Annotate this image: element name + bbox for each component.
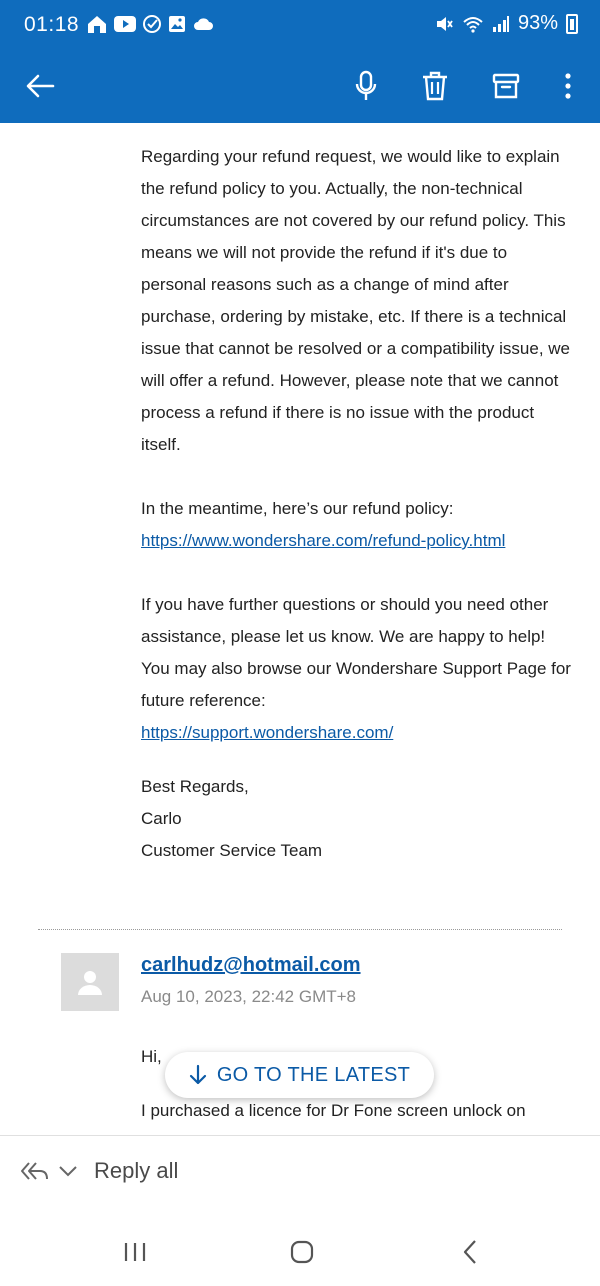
system-nav-bar [0,1232,600,1272]
home-button[interactable] [282,1236,322,1268]
signer-name: Carlo [141,809,182,828]
recent-apps-button[interactable] [115,1236,155,1268]
signature [141,771,571,867]
status-bar [0,0,600,52]
person-icon [75,967,105,997]
home-icon [289,1239,315,1265]
bottom-bar [0,1135,600,1286]
voice-button[interactable] [342,62,390,110]
signal-icon [492,15,510,33]
more-options-button[interactable] [544,62,592,110]
gallery-icon [167,14,187,34]
more-vertical-icon [564,73,572,99]
message-toolbar [0,52,600,123]
reply-all-label: Reply all [94,1158,179,1183]
delete-button[interactable] [411,62,459,110]
go-to-latest-button[interactable] [165,1052,434,1098]
message-body [141,141,571,867]
message-divider [38,929,562,930]
cloud-icon [192,16,214,32]
microphone-icon [353,70,379,102]
check-circle-icon [142,14,162,34]
policy-paragraph [141,493,571,557]
archive-button[interactable] [482,62,530,110]
reply-all-button[interactable] [20,1158,178,1184]
back-arrow-icon [25,73,55,99]
wifi-icon [462,14,484,34]
back-button[interactable] [16,62,64,110]
refund-policy-link[interactable]: https://www.wondershare.com/refund-policy.html [141,531,506,550]
chevron-down-icon[interactable] [58,1164,78,1178]
support-text: If you have further questions or should you need other assistance, please let us know. We are happy to help! You may also browse our Wondershare Support Page for future reference: [141,595,571,710]
go-to-latest-label: GO TO THE LATEST [216,1063,411,1086]
system-icons [434,12,578,35]
message2-line: I purchased a licence for Dr Fone screen unlock on [141,1101,526,1120]
sender-email[interactable]: carlhudz@hotmail.com [141,954,361,976]
reply-all-icon [20,1159,50,1183]
notification-icons [86,14,214,34]
refund-paragraph: Regarding your refund request, we would like to explain the refund policy to you. Actually, the non-technical circumstances are not covered by our refund policy. This means we will not provide the refund if it's due to personal reasons such as a change of mind after purchase, ordering by mistake, etc. If there is a technical issue that cannot be resolved or a compatibility issue, we will offer a refund. However, please note that we cannot process a refund if there is no issue with the product itself. [141,147,571,454]
message-date: Aug 10, 2023, 22:42 GMT+8 [141,987,357,1006]
battery-percent: 93% [517,12,558,34]
recent-apps-icon [122,1241,148,1263]
app-bar [0,0,600,123]
support-link[interactable]: https://support.wondershare.com/ [141,723,394,742]
home-app-icon [86,14,108,34]
battery-icon [566,14,578,34]
policy-intro: In the meantime, here’s our refund policy: [141,499,454,518]
status-time: 01:18 [24,13,80,36]
message-thread[interactable] [0,123,600,1135]
trash-icon [421,71,449,101]
avatar[interactable] [61,953,119,1011]
arrow-down-icon [189,1064,207,1086]
team-name: Customer Service Team [141,841,323,860]
youtube-icon [113,15,137,33]
support-paragraph [141,589,571,749]
greeting: Hi, [141,1047,162,1066]
mute-icon [434,14,454,34]
nav-back-button[interactable] [450,1236,490,1268]
nav-back-icon [461,1239,479,1265]
sign-off: Best Regards, [141,777,249,796]
archive-icon [492,72,520,100]
